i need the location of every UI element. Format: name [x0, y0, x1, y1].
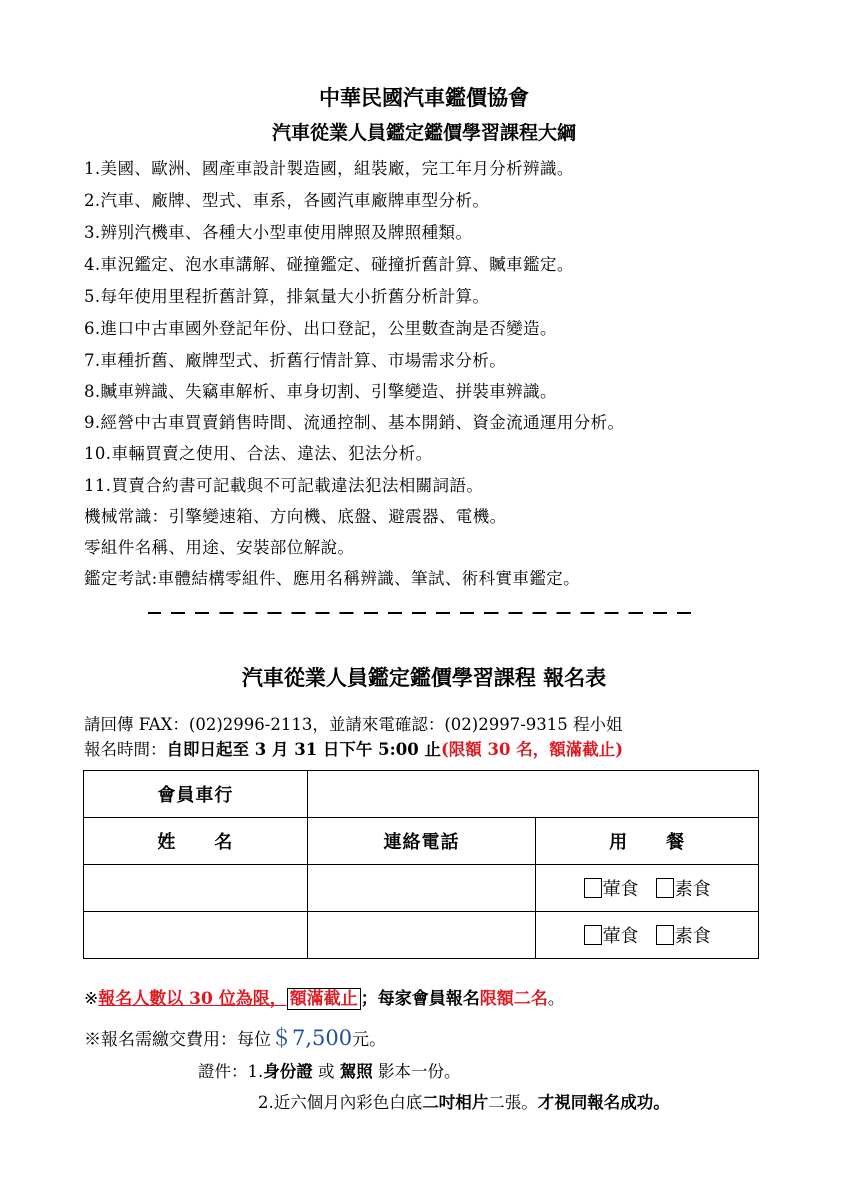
phone-cell[interactable] — [307, 912, 536, 959]
checkbox-icon — [584, 878, 602, 898]
outline-item: 2.汽車、廠牌、型式、車系，各國汽車廠牌車型分析。 — [84, 191, 490, 210]
registration-table — [83, 770, 759, 959]
documents-item1: 證件：1.身份證 或 駕照 影本一份。 — [198, 1062, 461, 1081]
form-title: 汽車從業人員鑑定鑑價學習課程 報名表 — [241, 665, 607, 690]
header-row — [84, 818, 759, 865]
period-value: 自即日起至 3 月 31 日下午 5:00 止 — [166, 740, 441, 759]
table-row — [84, 912, 759, 959]
col-name-header: 姓 名 — [84, 818, 308, 865]
org-title: 中華民國汽車鑑價協會 — [319, 85, 529, 110]
limit-note: ※報名人數以 30 位為限， 額滿截止 ；每家會員報名限額二名。 — [84, 989, 565, 1009]
outline-item: 7.車種折舊、廠牌型式、折舊行情計算、市場需求分析。 — [84, 351, 507, 370]
outline-item: 1.美國、歐洲、國產車設計製造國，組裝廠，完工年月分析辨識。 — [84, 159, 574, 178]
fee-unit: 元。 — [352, 1030, 387, 1050]
fee-amount: ＄7,500 — [271, 1026, 353, 1050]
outline-item: 6.進口中古車國外登記年份、出口登記，公里數查詢是否變造。 — [84, 319, 557, 338]
member-label: 會員車行 — [84, 771, 308, 818]
meal-cell — [536, 912, 759, 959]
period-note: (限額 30 名，額滿截止) — [440, 740, 624, 759]
checkbox-icon — [656, 925, 674, 945]
fax-contact-line: 請回傳 FAX：(02)2996-2113，並請來電確認：(02)2997-9315 程小姐 — [84, 715, 623, 734]
outline-item: 9.經營中古車買賣銷售時間、流通控制、基本開銷、資金流通運用分析。 — [84, 413, 625, 432]
note-mark: ※ — [84, 989, 99, 1009]
veg-checkbox[interactable]: 素食 — [656, 879, 711, 900]
course-title: 汽車從業人員鑑定鑑價學習課程大綱 — [271, 122, 576, 144]
meat-checkbox[interactable]: 葷食 — [584, 879, 639, 900]
fee-note — [84, 1022, 386, 1052]
checkbox-icon — [584, 925, 602, 945]
limit-text: 報名人數以 30 位為限， — [98, 989, 287, 1009]
registration-period — [84, 736, 623, 760]
documents-item2: 2.近六個月內彩色白底二吋相片二張。才視同報名成功。 — [258, 1093, 670, 1112]
name-cell[interactable] — [84, 865, 308, 912]
meal-cell — [536, 865, 759, 912]
quota-text: 限額二名 — [479, 989, 548, 1009]
fee-label: ※報名需繳交費用：每位 — [84, 1030, 271, 1050]
cut-line-divider — [148, 612, 700, 614]
member-row — [84, 771, 759, 818]
full-stop-text: 額滿截止 — [287, 988, 361, 1010]
member-input-cell[interactable] — [307, 771, 758, 818]
outline-item: 零組件名稱、用途、安裝部位解說。 — [84, 538, 355, 557]
outline-item: 8.贓車辨識、失竊車解析、車身切割、引擎變造、拼裝車辨識。 — [84, 382, 557, 401]
outline-item: 11.買賣合約書可記載與不可記載違法犯法相關詞語。 — [84, 476, 484, 495]
veg-checkbox[interactable]: 素食 — [656, 926, 711, 947]
outline-item: 5.每年使用里程折舊計算，排氣量大小折舊分析計算。 — [84, 287, 490, 306]
table-row — [84, 865, 759, 912]
outline-item: 4.車況鑑定、泡水車講解、碰撞鑑定、碰撞折舊計算、贓車鑑定。 — [84, 255, 574, 274]
col-phone-header: 連絡電話 — [307, 818, 536, 865]
outline-item: 機械常識：引擎變速箱、方向機、底盤、避震器、電機。 — [84, 507, 507, 526]
meat-checkbox[interactable]: 葷食 — [584, 926, 639, 947]
outline-item: 鑑定考試:車體結構零組件、應用名稱辨識、筆試、術科實車鑑定。 — [84, 569, 581, 588]
period-label: 報名時間： — [84, 740, 167, 759]
checkbox-icon — [656, 878, 674, 898]
name-cell[interactable] — [84, 912, 308, 959]
col-meal-header: 用 餐 — [536, 818, 759, 865]
outline-item: 10.車輛買賣之使用、合法、違法、犯法分析。 — [84, 444, 433, 463]
per-member-text: ；每家會員報名 — [360, 989, 480, 1009]
phone-cell[interactable] — [307, 865, 536, 912]
outline-item: 3.辨別汽機車、各種大小型車使用牌照及牌照種類。 — [84, 223, 473, 242]
